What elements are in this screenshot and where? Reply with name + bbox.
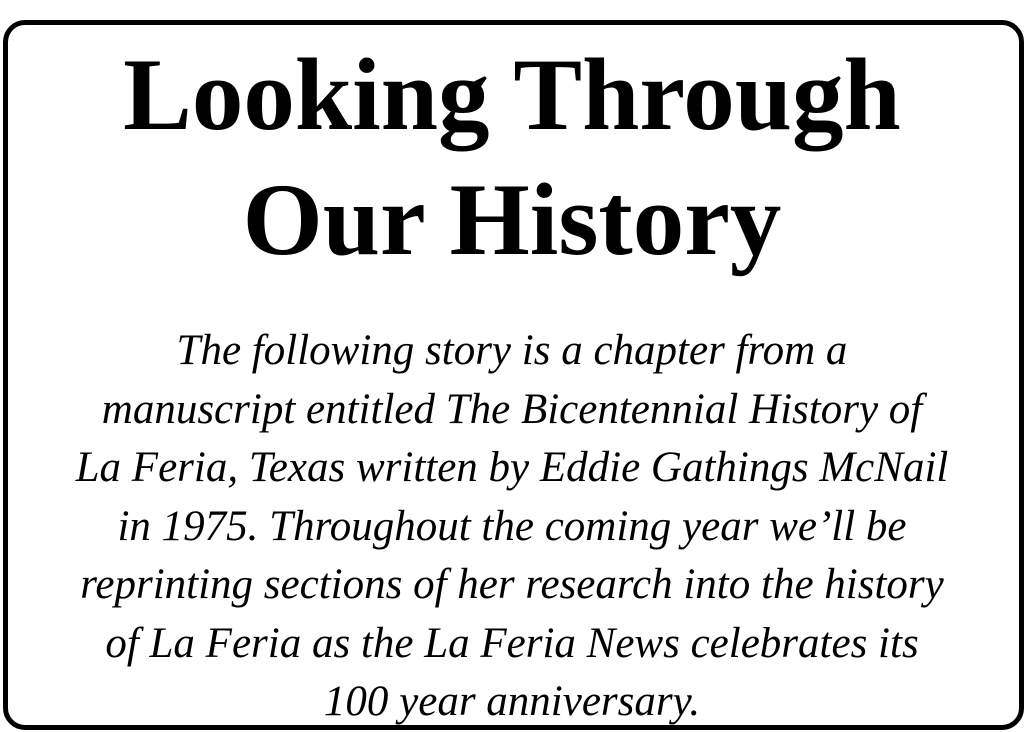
intro-line: reprinting sections of her research into the history <box>80 561 944 608</box>
intro-line: La Feria, Texas written by Eddie Gathings McNail <box>75 444 949 491</box>
intro-line: in 1975. Throughout the coming year we’ll be <box>117 502 907 550</box>
intro-line: 100 year anniversary. <box>323 678 701 725</box>
page-title <box>0 33 1024 283</box>
intro-line: The following story is a chapter from a <box>176 327 848 374</box>
title-line-2: Our History <box>242 163 782 277</box>
intro-paragraph <box>20 322 1004 732</box>
intro-line: manuscript entitled The Bicentennial History of <box>101 385 923 433</box>
intro-line: of La Feria as the La Feria News celebrates its <box>105 619 919 667</box>
title-line-1: Looking Through <box>123 38 901 152</box>
